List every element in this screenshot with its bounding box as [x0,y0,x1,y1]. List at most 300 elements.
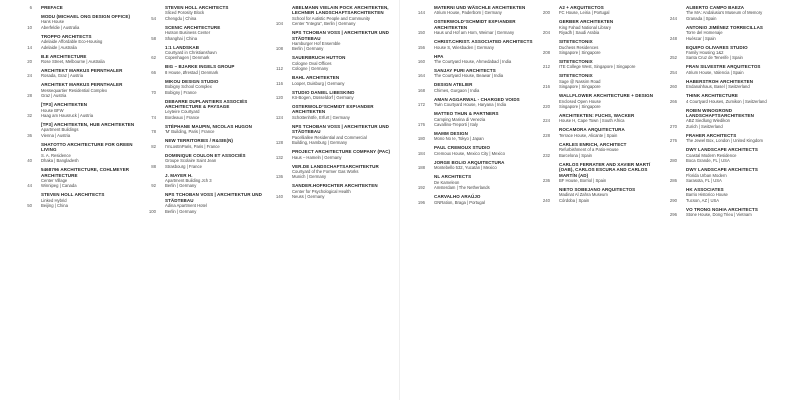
project-detail: 4 Courtyard Houses, Zumikon | Switzerland [686,98,767,104]
toc-entry [663,5,788,21]
toc-entry [18,167,136,189]
page-number: 244 [669,15,677,21]
toc-entry [663,147,788,163]
project-detail: Building, Hamburg | Germany [292,140,348,146]
project-detail: Stone House, Dong Trieu | Vietnam [686,212,752,218]
project-detail: ABZ Siedlung Wiedikon [686,118,730,124]
toc-entry [411,19,533,35]
project-detail: Atrium House, Valencia | Spain [686,69,744,75]
architect-name: EQUIPO OLIVARES STUDIO [686,44,748,50]
project-detail: Singapore | Singapore [559,104,601,110]
project-detail: Messequartier Residential Complex [41,87,108,93]
page-number: 32 [27,113,32,119]
page-number: 208 [542,50,550,56]
architect-name: DOMINIQUE COULON ET ASSOCIÉS [165,152,246,158]
page-number: 144 [417,10,425,16]
architect-name: CHRIST.CHRIST. ASSOCIATED ARCHITECTS [434,39,533,45]
page-number: 252 [669,55,677,61]
toc-entry [269,55,393,71]
page-number: 296 [669,212,677,218]
architect-name: ARCHITEKTEN: FUCHS, WACKER [559,113,635,119]
architect-name: STEVEN HOLL ARCHITECTS [41,192,105,198]
architect-name: DESIGN ATELIER [434,82,473,88]
project-detail: Bordeaux | France [165,114,200,120]
toc-entry [18,142,136,164]
project-detail: Cologne | Germany [292,66,329,72]
architect-name: SANJAY PURI ARCHITECTS [434,68,496,74]
architect-name: BAHL ARCHITEKTEN [292,75,340,81]
architect-name: SAUERBRUCH HUTTON [292,55,346,61]
architect-name: STÉPHANE MAUPIN, NICOLAS HUGON [165,123,252,129]
project-detail: Hutson Business Center [165,30,211,36]
architect-name: CARLES ENRICH, ARCHITECT [559,141,627,147]
toc-entry [411,174,533,190]
toc-entry [536,39,660,55]
architect-name: ANTONIO JIMÉNEZ TORRECILLAS [686,24,764,30]
project-detail: Huéscar | Spain [686,35,716,41]
toc-column-6 [663,5,788,221]
page-number: 44 [27,183,32,189]
toc-entry [411,145,533,156]
architect-name: ROCAMORA ARQUITECTURA [559,127,625,133]
project-detail: Haus – Hameln | Germany [292,154,342,160]
architect-name: NPS TCHOBAN VOSS | ARCHITEKTUR UND STÄDTEBAU [165,192,262,203]
page-number: 136 [275,174,283,180]
architect-name: B.E ARCHITECTURE [41,53,87,59]
page-number: 184 [417,150,425,156]
toc-entry [142,45,264,61]
toc-entry [663,167,788,183]
architect-name: THINK ARCHITECTURE [686,93,738,99]
architect-name: MAMM DESIGN [434,131,468,137]
project-detail: Center for Psychological Health [292,188,351,194]
page-number: 224 [542,118,550,124]
project-detail: Bobigny | France [165,89,197,95]
project-detail: Riyadh | Saudi Arabia [559,30,600,36]
project-detail: Barcelona | Spain [559,152,592,158]
toc-entry [142,99,264,121]
project-detail: Refurbishment of a Patio-House [559,147,619,153]
project-detail: 8 House, Ørestad | Denmark [165,69,219,75]
project-detail: Copenhagen | Denmark [165,55,210,61]
toc-column-5 [536,5,660,207]
toc-entry [18,192,136,208]
page-number: 112 [276,66,283,72]
architect-name: SITETECTONIX [559,59,593,65]
project-detail: Courtyard in Christianshavn [165,50,217,56]
page-number: 240 [542,197,550,203]
toc-entry [269,75,393,86]
architect-name: DWY LANDSCAPE ARCHITECTS [686,147,758,153]
project-detail: ITE College West, Singapore | Singapore [559,64,636,70]
project-detail: Endanahhaus, Basel | Switzerland [686,84,750,90]
page-number: 216 [542,84,550,90]
toc-column-4 [411,5,533,209]
project-detail: Berlin | Germany [292,46,324,52]
project-detail: House BFW [41,107,64,113]
architect-name: NIETO SOBEJANO ARQUITECTOS [559,186,636,192]
project-detail: Camping Marina di Venezia [434,116,486,122]
toc-entry [269,164,393,180]
project-detail: Rosada, Graz | Austria [41,73,84,79]
architect-name: ABELMANN VIELAIN POCK ARCHITEKTEN, LECHNER LANDSCHAFTSARCHITEKTEN [292,5,389,16]
project-detail: Sage @ Nassim Road [559,78,601,84]
toc-entry [18,5,136,10]
page-number: 176 [417,122,425,128]
toc-entry [663,207,788,218]
project-detail: King Fahad National Library [559,24,611,30]
page-number: 128 [275,140,283,146]
toc-entry [269,149,393,160]
project-detail: Córdoba | Spain [559,197,590,203]
toc-entry [411,68,533,79]
architect-name: SITETECTONIX [559,39,593,45]
architect-name: BIG – BJARKE INGELS GROUP [165,64,235,70]
page-number: 70 [151,89,156,95]
toc-entry [269,124,393,146]
project-detail: De Kameleon [434,179,460,185]
architect-name: TROPPO ARCHITECTS [41,33,92,39]
toc-entry [411,39,533,50]
project-detail: Enclosed Open House [559,98,601,104]
project-detail: Chimes, Gurgaon | India [434,87,480,93]
architect-name: NL ARCHITECTS [434,174,472,180]
architect-name: DEBARRE DUPLANTIERS ASSOCIÉS ARCHITECTURE & PAYSAGE [165,98,248,110]
architect-name: PAUL CREMOUX STUDIO [434,145,491,151]
project-detail: Vienna | Austria [41,132,71,138]
page-number: 14 [27,44,32,50]
project-detail: Hans House [41,19,65,25]
project-detail: Munich | Germany [292,174,327,180]
toc-column-3 [269,5,393,203]
architect-name: FRAN SILVESTRE ARQUITECTOS [686,64,761,70]
project-detail: School for Autistic People and Community [292,15,370,21]
page-number: 50 [27,203,32,209]
page-number: 200 [542,10,550,16]
page-number: 236 [542,177,550,183]
architect-name: AMAN AGGARWAL - CHARGED VOIDS [434,96,520,102]
project-detail: Florida Urban Modern [686,172,727,178]
page-number: 28 [27,93,32,99]
project-detail: Center "Integra", Berlin | Germany [292,21,356,27]
page-number: 116 [276,80,283,86]
book-spine [399,0,400,400]
architect-name: [TP3] ARCHITEKTEN, HUB ARCHITEKTEN [41,122,135,128]
project-detail: S. A. Residence [41,152,71,158]
architect-name: ARCHITEKT MARKUS PERNTHALER [41,82,123,88]
toc-entry [536,5,660,16]
page-number: 104 [275,21,283,27]
toc-entry [142,64,264,75]
architect-name: SANDER.HOFRICHTER ARCHITEKTEN [292,183,378,189]
page-number: 196 [417,199,425,205]
toc-entry [663,64,788,75]
architect-name: MIKOU DESIGN STUDIO [165,78,219,84]
toc-entry [536,113,660,124]
page-number: 180 [417,136,425,142]
page-number: 266 [669,98,677,104]
page-number: 6 [29,5,32,10]
page-number: 280 [669,158,677,164]
project-detail: FC House, Leiria | Portugal [559,10,610,16]
page-number: 36 [27,132,32,138]
toc-entry [663,187,788,203]
architect-name: ARCHITEKT MARKUS PERNTHALER [41,68,123,74]
page-number: 58 [151,35,156,41]
page-number: 290 [669,197,677,203]
toc-entry [663,45,788,61]
architect-name: [TP3] ARCHITEKTEN [41,102,88,108]
project-detail: Adelaide Affordable Eco-Housing [41,39,103,45]
project-detail: Looper, Duisburg | Germany [292,80,345,86]
project-detail: Berlin | Germany [165,183,197,189]
project-detail: Mono No Ie, Tokyo | Japan [434,136,484,142]
project-detail: House H, Cape Town | South Africa [559,118,625,124]
page-number: 188 [417,165,425,171]
project-detail: Adelaide | Australia [41,44,77,50]
toc-entry [18,102,136,118]
project-detail: Apartment Building Jch 3 [165,177,212,183]
toc-entry [269,104,393,120]
architect-name: GERBER ARCHITEKTEN [559,19,614,25]
page-number: 78 [151,129,156,135]
architect-name: NPS TCHOBAN VOSS | ARCHITEKTUR UND STÄDTEBAU [292,123,389,135]
toc-entry [536,19,660,35]
page-number: 82 [151,143,156,149]
project-detail: Linked Hybrid [41,197,67,203]
project-detail: Strasbourg | France [165,163,202,169]
toc-entry [536,142,660,158]
page-number: 164 [417,73,425,79]
toc-entry [663,79,788,90]
toc-entry [142,138,264,149]
project-detail: Hamburger Hof Ensemble [292,41,341,47]
project-detail: Singapore | Singapore [559,50,601,56]
architect-name: HPA [434,53,444,59]
page-number: 168 [417,87,425,93]
project-detail: Apartment Buildings [41,127,79,133]
page-number: 172 [417,102,425,108]
project-detail: Tucson, AZ | USA [686,197,720,203]
architect-name: JORGE BOLIO ARQUITECTURA [434,159,505,165]
toc-entry [536,187,660,203]
project-detail: Bobigny School Complex [165,84,212,90]
architect-name: FRAHER ARCHITECTS [686,132,737,138]
architect-name: SITETECTONIX [559,73,593,79]
architect-name: NPS TCHOBAN VOSS | ARCHITEKTUR UND STÄDTEBAU [292,30,389,41]
toc-entry [536,73,660,89]
page-number: 66 [151,69,156,75]
architect-name: STEVEN HOLL ARCHITECTS [165,5,229,10]
toc-entry [663,93,788,104]
toc-entry [411,111,533,127]
page-number: 220 [542,104,550,110]
toc-entry [142,25,264,41]
page-number: 212 [542,64,550,70]
project-detail: Amsterdam | The Netherlands [434,185,490,191]
project-detail: Haag am Hausruck | Austria [41,113,94,119]
project-detail: Madinat Al Zahra Museum [559,192,608,198]
page-number: 140 [275,194,283,200]
page-number: 54 [151,15,156,21]
project-detail: Cologne Oval Offices [292,60,332,66]
toc-entry [411,5,533,16]
architect-name: HABERSTROH ARCHITEKTEN [686,78,754,84]
project-detail: Santa Cruz de Tenerife | Spain [686,55,743,61]
toc-entry [18,122,136,138]
page-number: 62 [151,55,156,61]
architect-name: WALLFLOWER ARCHITECTURE + DESIGN [559,93,654,99]
project-detail: House S, Wiesbaden | Germany [434,44,494,50]
architect-name: VO TRONG NGHIA ARCHITECTS [686,206,758,212]
project-detail: Haus und Hof am Horn, Weimar | Germany [434,30,515,36]
toc-entry [18,34,136,50]
page-number: 270 [669,123,677,129]
toc-entry [142,5,264,21]
project-detail: Cremoux House, Mexico City | Mexico [434,150,505,156]
project-detail: Dhaka | Bangladesh [41,158,79,164]
project-detail: Neuss | Germany [292,194,325,200]
page-number: 204 [542,30,550,36]
project-detail: Pacelliallee Residential and Commercial [292,134,367,140]
architect-name: A2 + ARQUITECTOS [559,5,604,10]
toc-entry [269,183,393,199]
project-detail: Sliced Porosity Block [165,10,205,16]
page-number: 254 [669,69,677,75]
project-detail: Atrium House, Paderborn | Germany [434,10,502,16]
architect-name: PROJECT ARCHITECTURE COMPANY (PAC) [292,149,391,155]
architect-name: ROBIN WINOGROND LANDSCHAFTSARCHITEKTEN [686,107,754,119]
project-detail: Winnipeg | Canada [41,183,77,189]
architect-name: 5468796 ARCHITECTURE, COHLMEYER ARCHITECTURE [41,167,130,178]
architect-name: MODU (MICHAEL ONG DESIGN OFFICE) [41,14,131,19]
page-number: 192 [417,185,425,191]
project-detail: Leyteire Courtyard [165,109,200,115]
page-number: 74 [151,114,156,120]
page-number: 100 [148,208,156,214]
architect-name: DWY LANDSCAPE ARCHITECTS [686,167,758,173]
toc-entry [269,5,393,27]
project-detail: Singapore | Singapore [559,84,601,90]
architect-name: J. MAYER H. [165,172,193,178]
toc-entry [536,93,660,109]
toc-entry [536,59,660,70]
toc-entry [536,162,660,184]
architect-name: OSTERWOLD°SCHMIDT EXP!ANDER ARCHITEKTEN [292,104,374,115]
toc-entry [269,30,393,52]
project-detail: Sarasota, FL | USA [686,177,722,183]
project-detail: I'mLostInParis, Paris | France [165,143,220,149]
project-detail: Kö-Bogen, Düsseldorf | Germany [292,95,354,101]
project-detail: 'M' Building, Paris | France [165,129,215,135]
project-detail: Schottenhöfe, Erfurt | Germany [292,114,350,120]
architect-name: SCENIC ARCHITECTURE [165,24,221,30]
page-number: 156 [417,44,425,50]
toc-entry [18,68,136,79]
page-number: 286 [669,177,677,183]
page-number: 10 [27,24,32,30]
project-detail: Adina Apartment Hotel [165,203,207,209]
architect-name: VER.DE LANDSCHAFTSARCHITEKTUR [292,163,379,169]
page-number: 150 [417,30,425,36]
toc-entry [142,153,264,169]
toc-entry [18,14,136,30]
page-number: 160 [417,59,425,65]
architect-name: ALBERTO CAMPO BAEZA [686,5,745,10]
toc-entry [18,82,136,98]
toc-entry [411,194,533,205]
architect-name: NEW TERRITORIES / R&SIE(N) [165,138,234,144]
page-number: 124 [275,114,283,120]
page-number: 120 [275,95,283,101]
architect-name: OSTERWOLD°SCHMIDT EXP!ANDER ARCHITEKTEN [434,19,516,30]
toc-entry [142,192,264,214]
toc-entry [411,97,533,108]
project-detail: Aberfeldie | Australia [41,24,80,30]
page-number: 248 [669,35,677,41]
page-number: 232 [542,152,550,158]
toc-entry [142,173,264,189]
page-number: 92 [151,183,156,189]
project-detail: Zurich | Switzerland [686,123,723,129]
project-detail: Family Housing 1&2 [686,50,724,56]
architect-name: PREFACE [41,5,63,10]
project-detail: Montebello 532, Yucatán | Mexico [434,165,497,171]
project-detail: The MA: Andalusia's Museum of Memory [686,10,763,16]
project-detail: Barrio Historico House [686,192,728,198]
toc-entry [663,25,788,41]
project-detail: The Courtyard House, Beawar | India [434,73,504,79]
project-detail: GNRation, Braga | Portugal [434,199,485,205]
toc-entry [142,79,264,95]
project-detail: Coastal Modern Residence [686,152,737,158]
project-detail: Granada | Spain [686,15,717,21]
architect-name: HK ASSOCIATES [686,186,724,192]
toc-column-1 [18,5,136,212]
toc-entry [142,124,264,135]
page-number: 260 [669,84,677,90]
page-number: 132 [275,154,283,160]
project-detail: Groupe Scolaire Saint Jean [165,158,217,164]
project-detail: Center Village [41,177,68,183]
architect-name: CARVALHO ARAÚJO [434,194,481,200]
toc-entry [536,127,660,138]
toc-entry [663,133,788,144]
project-detail: BF House, Borriol | Spain [559,177,607,183]
project-detail: Courtyard of the Former Gas Works [292,168,359,174]
page-number: 40 [27,158,32,164]
page-number: 24 [27,73,32,79]
toc-entry [18,54,136,65]
project-detail: Berlin | Germany [165,208,197,214]
architect-name: MATERNI UND WÄSCHLE ARCHITEKTEN [434,5,526,10]
toc-entry [411,54,533,65]
project-detail: Boca Grande, FL | USA [686,158,730,164]
project-detail: Graz | Austria [41,93,67,99]
toc-entry [663,108,788,130]
project-detail: Twin Courtyard House, Haryana | India [434,102,507,108]
toc-column-2 [142,5,264,218]
project-detail: The Jewel Box, London | United Kingdom [686,138,763,144]
toc-entry [269,90,393,101]
project-detail: Cavallino-Treporti | Italy [434,122,478,128]
architect-name: MATTEO THUN & PARTNERS [434,111,499,117]
project-detail: Terrace House, Alicante | Spain [559,132,618,138]
project-detail: The Courtyard House, Ahmedabad | India [434,59,512,65]
page-number: 228 [542,132,550,138]
project-detail: Beijing | China [41,203,68,209]
page-number: 276 [669,138,677,144]
